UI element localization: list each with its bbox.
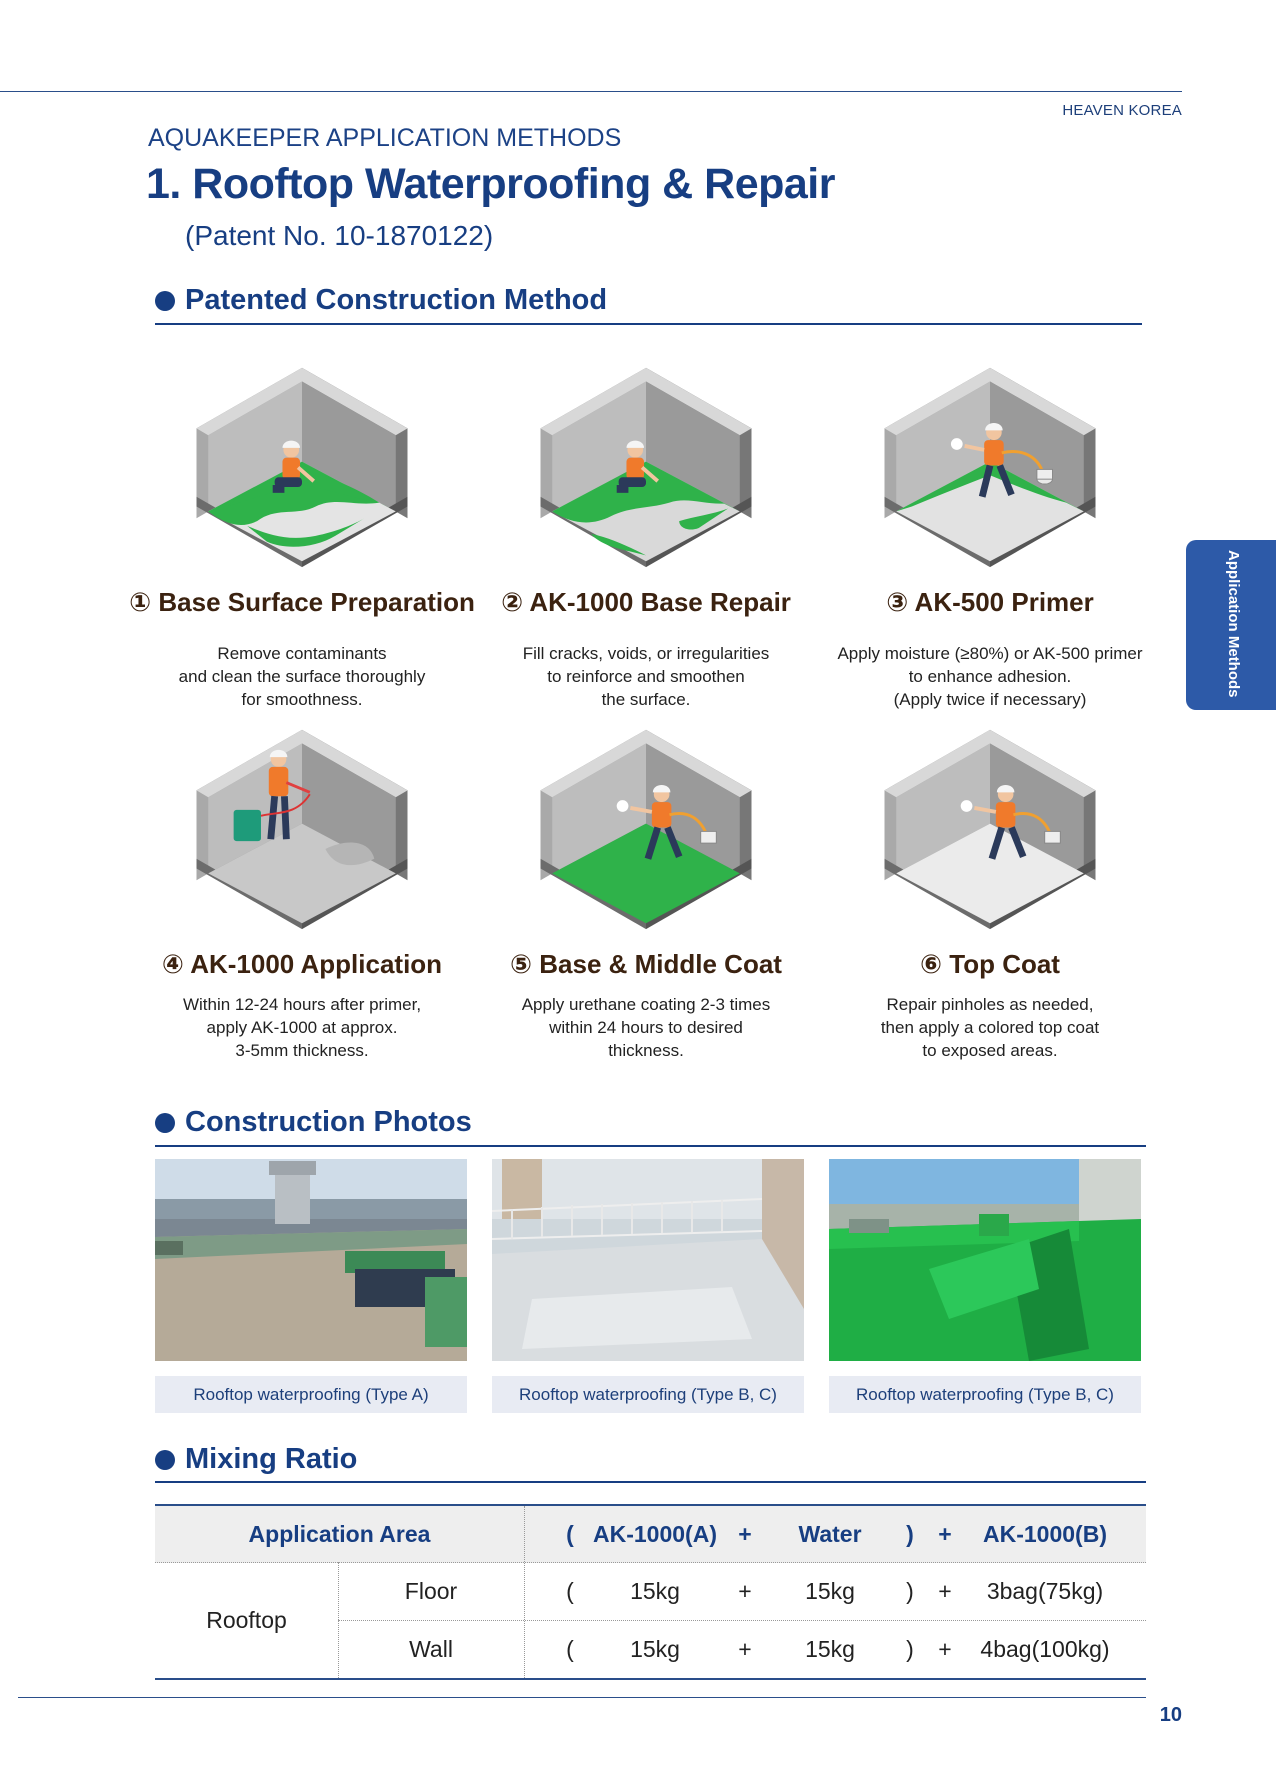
step-title-1: ① Base Surface Preparation: [129, 587, 475, 617]
page-title: 1. Rooftop Waterproofing & Repair: [146, 160, 835, 208]
desc-line: Remove contaminants: [217, 644, 387, 663]
section-heading-text: Patented Construction Method: [185, 284, 608, 316]
cell-wall-a: 15kg: [630, 1635, 680, 1662]
cell-wall-water: 15kg: [805, 1635, 855, 1662]
photo-caption-1: Rooftop waterproofing (Type A): [155, 1376, 467, 1413]
desc-line: (Apply twice if necessary): [893, 690, 1087, 709]
desc-line: to reinforce and smoothen: [547, 667, 745, 686]
desc-line: Fill cracks, voids, or irregularities: [522, 644, 770, 663]
side-tab-label: Application Methods: [1225, 550, 1242, 698]
footer-rule: [18, 1697, 1146, 1698]
section-kicker: AQUAKEEPER APPLICATION METHODS: [148, 124, 622, 152]
header-paren-open: (: [566, 1520, 574, 1547]
step-illustration-3: [874, 360, 1106, 570]
bullet-icon: [155, 291, 175, 311]
top-rule: [0, 91, 1182, 92]
cell-wall-label: Wall: [409, 1635, 453, 1662]
cell-floor-plus-1: +: [738, 1577, 752, 1604]
header-plus-2: +: [938, 1520, 952, 1547]
header-ak1000a: AK-1000(A): [593, 1520, 717, 1547]
cell-wall-plus-1: +: [738, 1635, 752, 1662]
cell-wall-plus-2: +: [938, 1635, 952, 1662]
cell-floor-water: 15kg: [805, 1577, 855, 1604]
section-rule: [155, 323, 1142, 325]
bullet-icon: [155, 1113, 175, 1133]
desc-line: and clean the surface thoroughly: [178, 667, 426, 686]
section-heading-text: Mixing Ratio: [185, 1443, 358, 1475]
cell-wall-b: 4bag(100kg): [980, 1635, 1110, 1662]
desc-line: then apply a colored top coat: [880, 1018, 1100, 1037]
cell-wall-open: (: [566, 1635, 574, 1662]
section-rule: [155, 1481, 1146, 1483]
step-illustration-4: [186, 722, 418, 932]
cell-floor-open: (: [566, 1577, 574, 1604]
bullet-icon: [155, 1450, 175, 1470]
patent-number: (Patent No. 10-1870122): [185, 220, 494, 251]
mixing-ratio-table: [155, 1504, 1146, 1680]
step-title-2: ② AK-1000 Base Repair: [501, 587, 791, 617]
photo-rooftop-type-c: [829, 1159, 1141, 1361]
cell-floor-a: 15kg: [630, 1577, 680, 1604]
brand-name: HEAVEN KOREA: [1062, 102, 1182, 119]
header-paren-close: ): [906, 1520, 914, 1547]
step-title-3: ③ AK-500 Primer: [886, 587, 1094, 617]
step-desc-3: [820, 642, 1160, 711]
cell-floor-label: Floor: [404, 1577, 458, 1604]
cell-floor-close: ): [906, 1577, 914, 1604]
desc-line: Apply moisture (≥80%) or AK-500 primer: [837, 644, 1143, 663]
step-desc-2: [476, 642, 816, 711]
desc-line: the surface.: [601, 690, 691, 709]
desc-line: to exposed areas.: [922, 1041, 1058, 1060]
step-illustration-1: [186, 360, 418, 570]
cell-wall-close: ): [906, 1635, 914, 1662]
photo-caption-2: Rooftop waterproofing (Type B, C): [492, 1376, 804, 1413]
step-illustration-6: [874, 722, 1106, 932]
cell-floor-plus-2: +: [938, 1577, 952, 1604]
step-title-4: ④ AK-1000 Application: [161, 949, 443, 979]
page-number: 10: [1159, 1704, 1182, 1726]
section-heading-photos: [155, 1106, 472, 1139]
step-desc-5: [476, 993, 816, 1062]
header-water: Water: [798, 1520, 862, 1547]
header-plus-1: +: [738, 1520, 752, 1547]
section-heading-mixing: [155, 1443, 357, 1476]
desc-line: Within 12-24 hours after primer,: [182, 995, 422, 1014]
cell-floor-b: 3bag(75kg): [986, 1577, 1104, 1604]
desc-line: Apply urethane coating 2-3 times: [521, 995, 771, 1014]
side-tab-application-methods[interactable]: [1186, 540, 1276, 710]
desc-line: Repair pinholes as needed,: [886, 995, 1094, 1014]
header-application-area: Application Area: [248, 1520, 431, 1547]
desc-line: within 24 hours to desired: [549, 1018, 743, 1037]
section-heading-method: [155, 284, 607, 317]
photo-rooftop-type-b: [492, 1159, 804, 1361]
photo-rooftop-type-a: [155, 1159, 467, 1361]
step-desc-6: [820, 993, 1160, 1062]
step-title-5: ⑤ Base & Middle Coat: [510, 949, 782, 979]
photo-caption-3: Rooftop waterproofing (Type B, C): [829, 1376, 1141, 1413]
step-illustration-2: [530, 360, 762, 570]
desc-line: 3-5mm thickness.: [235, 1041, 369, 1060]
step-desc-4: [132, 993, 472, 1062]
step-title-6: ⑥ Top Coat: [920, 949, 1060, 979]
desc-line: for smoothness.: [241, 690, 363, 709]
cell-group-rooftop: Rooftop: [206, 1606, 287, 1633]
step-illustration-5: [530, 722, 762, 932]
step-desc-1: [132, 642, 472, 711]
section-heading-text: Construction Photos: [185, 1106, 472, 1138]
desc-line: to enhance adhesion.: [908, 667, 1072, 686]
desc-line: apply AK-1000 at approx.: [206, 1018, 398, 1037]
section-rule: [155, 1145, 1146, 1147]
desc-line: thickness.: [608, 1041, 684, 1060]
header-ak1000b: AK-1000(B): [983, 1520, 1107, 1547]
